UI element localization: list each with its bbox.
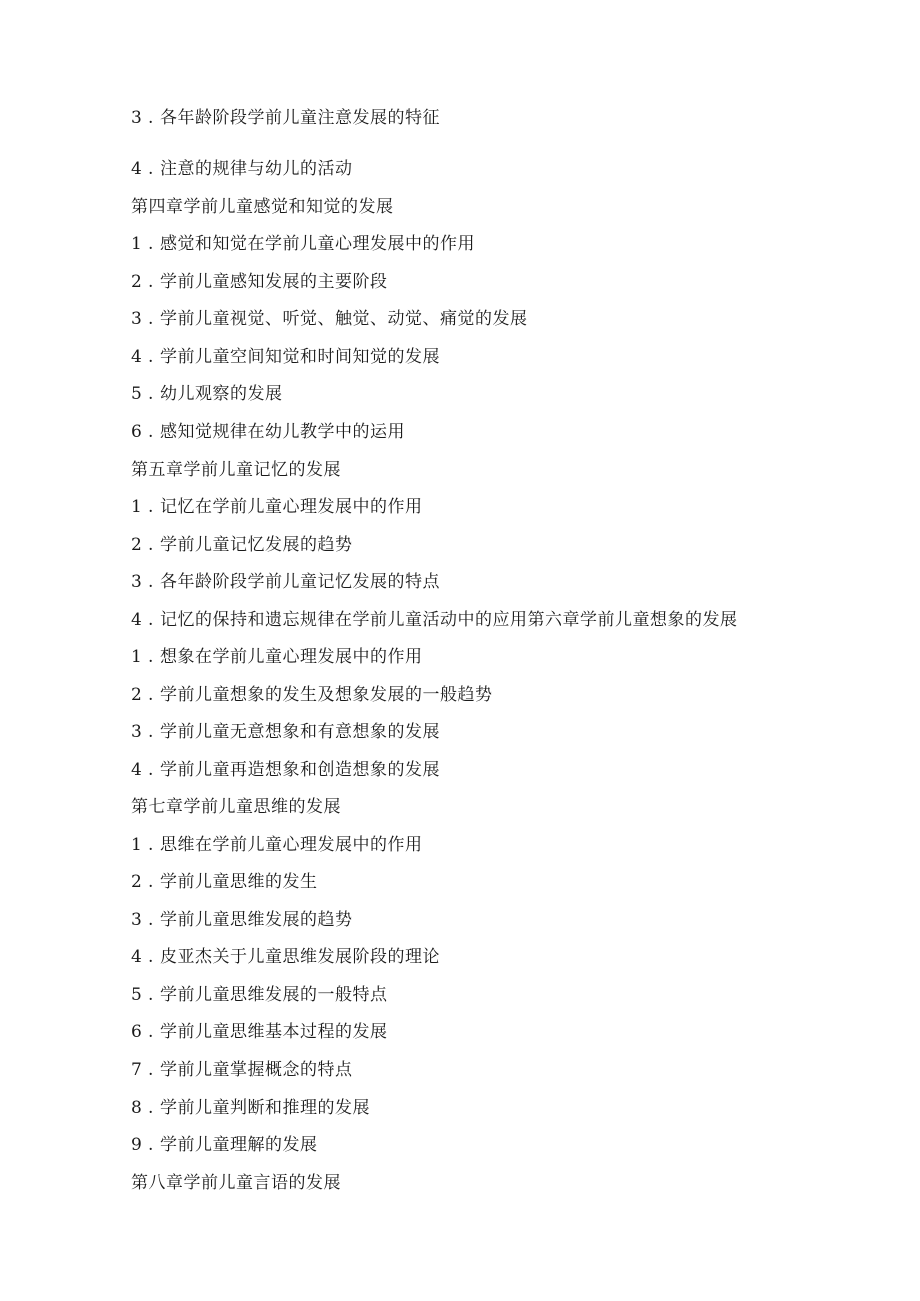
item-dot: .	[148, 647, 154, 667]
chapter-heading	[131, 459, 341, 481]
heading-text: 第八章学前儿童言语的发展	[131, 1173, 341, 1193]
item-text: 学前儿童掌握概念的特点	[160, 1060, 353, 1080]
line-25	[131, 1059, 353, 1081]
line-10	[131, 496, 423, 518]
item-number: 1	[131, 647, 143, 667]
item-dot: .	[148, 1060, 154, 1080]
item-number: 2	[131, 872, 143, 892]
item-text: 学前儿童想象的发生及想象发展的一般趋势	[160, 685, 493, 705]
item-number: 8	[131, 1098, 143, 1118]
chapter-heading	[131, 196, 394, 218]
line-6	[131, 346, 440, 368]
item-dot: .	[148, 108, 154, 128]
line-4	[131, 271, 388, 293]
line-13	[131, 609, 738, 631]
line-24	[131, 1021, 388, 1043]
item-text: 注意的规律与幼儿的活动	[160, 159, 353, 179]
item-text: 想象在学前儿童心理发展中的作用	[160, 647, 423, 667]
item-dot: .	[148, 384, 154, 404]
item-dot: .	[148, 685, 154, 705]
item-text: 学前儿童思维的发生	[160, 872, 318, 892]
item-dot: .	[148, 722, 154, 742]
item-text: 学前儿童感知发展的主要阶段	[160, 272, 388, 292]
item-number: 3	[131, 722, 143, 742]
line-14	[131, 646, 423, 668]
item-dot: .	[148, 234, 154, 254]
item-dot: .	[148, 159, 154, 179]
item-text: 幼儿观察的发展	[160, 384, 283, 404]
line-26	[131, 1097, 370, 1119]
item-dot: .	[148, 985, 154, 1005]
item-number: 1	[131, 497, 143, 517]
item-dot: .	[148, 309, 154, 329]
item-dot: .	[148, 1135, 154, 1155]
item-text: 学前儿童思维基本过程的发展	[160, 1022, 388, 1042]
item-dot: .	[148, 610, 154, 630]
item-number: 6	[131, 1022, 143, 1042]
line-27	[131, 1134, 318, 1156]
item-number: 9	[131, 1135, 143, 1155]
item-number: 4	[131, 610, 143, 630]
item-number: 5	[131, 985, 143, 1005]
item-text: 学前儿童思维发展的趋势	[160, 910, 353, 930]
heading-text: 第五章学前儿童记忆的发展	[131, 460, 341, 480]
line-19	[131, 834, 423, 856]
heading-text: 第七章学前儿童思维的发展	[131, 797, 341, 817]
item-number: 4	[131, 347, 143, 367]
item-text: 学前儿童理解的发展	[160, 1135, 318, 1155]
item-dot: .	[148, 535, 154, 555]
item-number: 3	[131, 108, 143, 128]
line-23	[131, 984, 388, 1006]
item-dot: .	[148, 422, 154, 442]
item-text: 皮亚杰关于儿童思维发展阶段的理论	[160, 947, 440, 967]
item-text: 记忆的保持和遗忘规律在学前儿童活动中的应用第六章学前儿童想象的发展	[160, 610, 738, 630]
item-dot: .	[148, 1098, 154, 1118]
item-text: 各年龄阶段学前儿童记忆发展的特点	[160, 572, 440, 592]
item-text: 学前儿童思维发展的一般特点	[160, 985, 388, 1005]
item-dot: .	[148, 947, 154, 967]
line-17	[131, 759, 440, 781]
item-text: 感觉和知觉在学前儿童心理发展中的作用	[160, 234, 475, 254]
line-16	[131, 721, 440, 743]
line-1	[131, 158, 353, 180]
item-dot: .	[148, 910, 154, 930]
item-number: 3	[131, 910, 143, 930]
line-7	[131, 383, 283, 405]
item-text: 学前儿童记忆发展的趋势	[160, 535, 353, 555]
line-8	[131, 421, 405, 443]
item-number: 4	[131, 760, 143, 780]
item-number: 3	[131, 309, 143, 329]
item-dot: .	[148, 1022, 154, 1042]
line-12	[131, 571, 440, 593]
line-20	[131, 871, 318, 893]
item-text: 感知觉规律在幼儿教学中的运用	[160, 422, 405, 442]
item-dot: .	[148, 572, 154, 592]
heading-text: 第四章学前儿童感觉和知觉的发展	[131, 197, 394, 217]
chapter-heading	[131, 796, 341, 818]
item-number: 1	[131, 234, 143, 254]
item-text: 学前儿童判断和推理的发展	[160, 1098, 370, 1118]
item-number: 2	[131, 685, 143, 705]
item-dot: .	[148, 760, 154, 780]
item-number: 4	[131, 947, 143, 967]
line-5	[131, 308, 528, 330]
chapter-heading	[131, 1172, 341, 1194]
line-3	[131, 233, 475, 255]
item-dot: .	[148, 497, 154, 517]
item-dot: .	[148, 835, 154, 855]
item-text: 思维在学前儿童心理发展中的作用	[160, 835, 423, 855]
item-number: 2	[131, 272, 143, 292]
item-number: 2	[131, 535, 143, 555]
item-text: 学前儿童空间知觉和时间知觉的发展	[160, 347, 440, 367]
item-text: 记忆在学前儿童心理发展中的作用	[160, 497, 423, 517]
line-11	[131, 534, 353, 556]
item-dot: .	[148, 347, 154, 367]
item-number: 7	[131, 1060, 143, 1080]
item-text: 学前儿童再造想象和创造想象的发展	[160, 760, 440, 780]
item-number: 4	[131, 159, 143, 179]
line-21	[131, 909, 353, 931]
line-0	[131, 107, 440, 129]
line-22	[131, 946, 440, 968]
item-number: 6	[131, 422, 143, 442]
item-dot: .	[148, 272, 154, 292]
item-text: 各年龄阶段学前儿童注意发展的特征	[160, 108, 440, 128]
item-number: 3	[131, 572, 143, 592]
item-number: 5	[131, 384, 143, 404]
item-text: 学前儿童无意想象和有意想象的发展	[160, 722, 440, 742]
item-dot: .	[148, 872, 154, 892]
item-number: 1	[131, 835, 143, 855]
line-15	[131, 684, 493, 706]
item-text: 学前儿童视觉、听觉、触觉、动觉、痛觉的发展	[160, 309, 528, 329]
